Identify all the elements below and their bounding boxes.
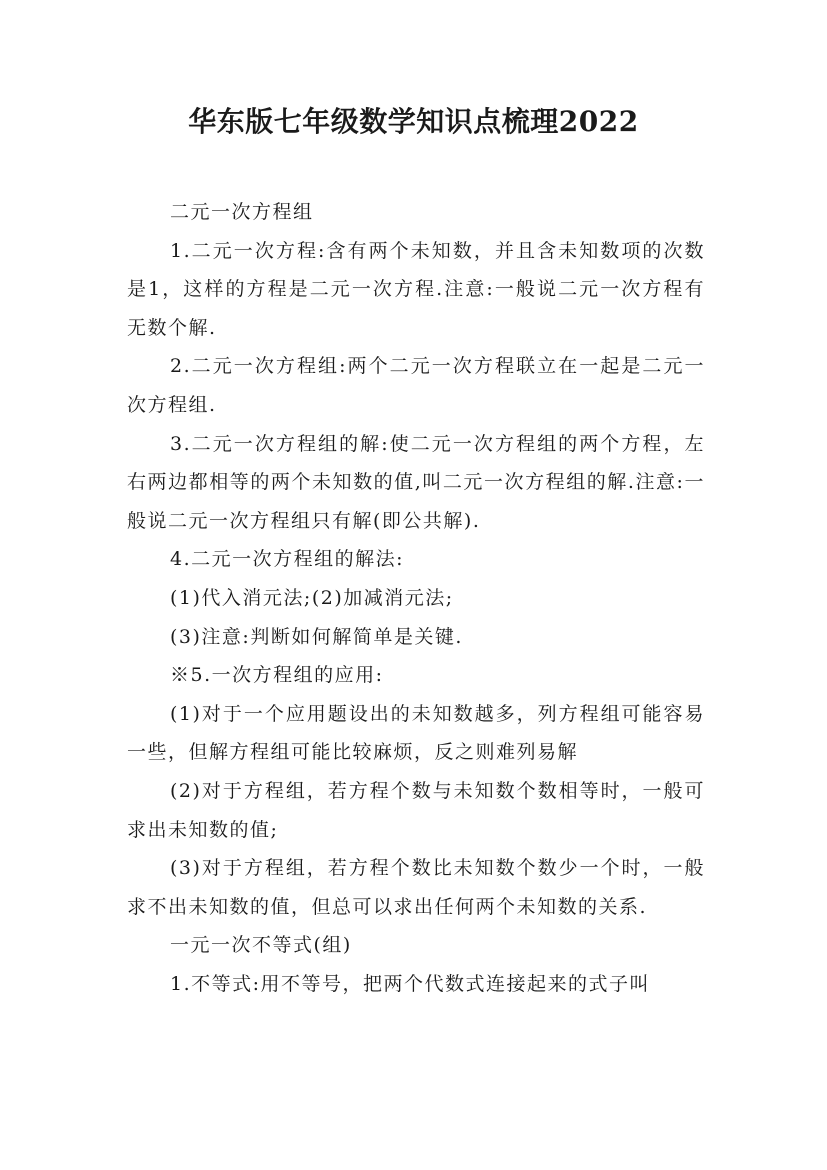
paragraph: (3)注意:判断如何解简单是关键. [170,625,463,648]
paragraph: 1.不等式:用不等号，把两个代数式连接起来的式子叫 [170,972,651,995]
paragraph: 1.二元一次方程:含有两个未知数，并且含未知数项的次数是1，这样的方程是二元一次方程.注意:一般说二元一次方程有无数个解. [127,239,705,339]
paragraph: (3)对于方程组，若方程个数比未知数个数少一个时，一般求不出未知数的值，但总可以求出任何两个未知数的关系. [127,857,705,918]
paragraph: ※5.一次方程组的应用: [170,664,384,687]
paragraph: 2.二元一次方程组:两个二元一次方程联立在一起是二元一次方程组. [127,355,705,416]
document-body [127,193,705,1003]
section-heading: 二元一次方程组 [170,201,314,223]
paragraph: 3.二元一次方程组的解:使二元一次方程组的两个方程，左右两边都相等的两个未知数的值,叫二元一次方程组的解.注意:一般说二元一次方程组只有解(即公共解). [127,432,705,532]
paragraph: (2)对于方程组，若方程个数与未知数个数相等时，一般可求出未知数的值; [127,779,705,841]
paragraph: (1)对于一个应用题设出的未知数越多，列方程组可能容易一些，但解方程组可能比较麻烦，反之则难列易解 [127,702,705,764]
section-heading: 一元一次不等式(组) [170,934,352,957]
paragraph: (1)代入消元法;(2)加减消元法; [170,586,454,609]
document-title: 华东版七年级数学知识点梳理2022 [188,105,639,138]
paragraph: 4.二元一次方程组的解法: [170,548,405,571]
